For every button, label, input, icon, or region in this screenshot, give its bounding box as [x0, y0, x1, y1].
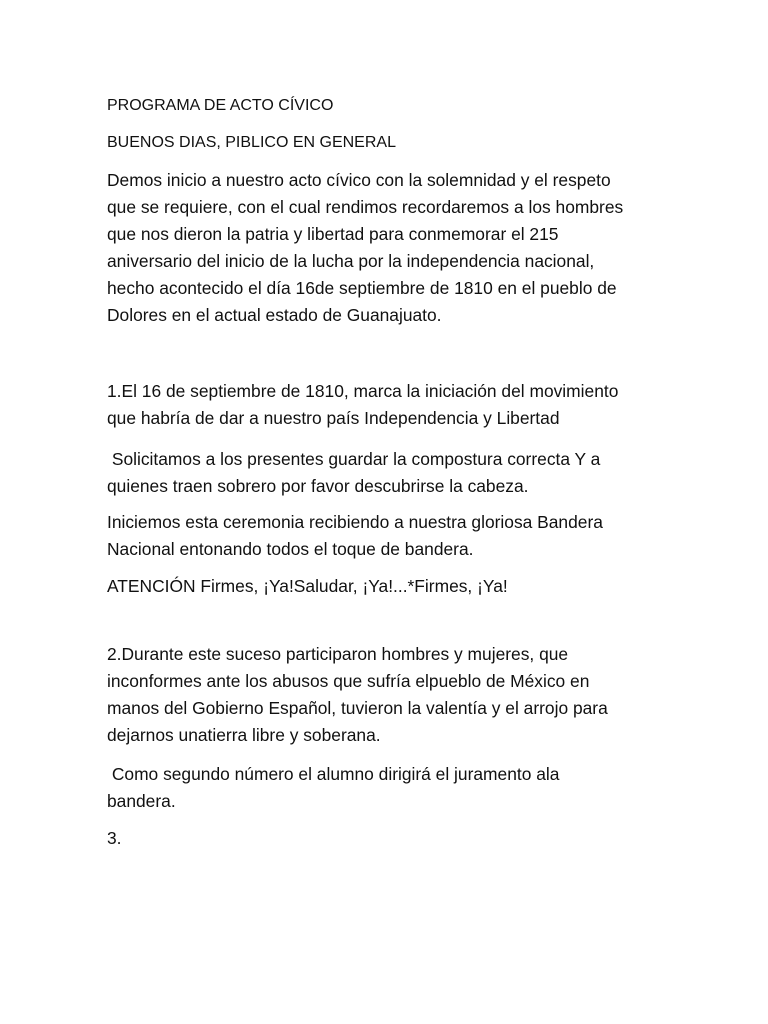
second-number-paragraph: Como segundo número el alumno dirigirá el juramento ala bandera. — [107, 764, 560, 811]
point-1-paragraph: 1.El 16 de septiembre de 1810, marca la iniciación del movimiento que habría de dar a nuestro país Independencia y Libertad — [107, 381, 619, 428]
point-2-paragraph: 2.Durante este suceso participaron hombres y mujeres, que inconformes ante los abusos que sufría elpueblo de México en manos del Gobierno Español, tuvieron la valentía y el arrojo para dejarnos unatierra libre y soberana. — [107, 644, 608, 745]
greeting: BUENOS DIAS, PIBLICO EN GENERAL — [107, 134, 396, 151]
request-paragraph: Solicitamos a los presentes guardar la compostura correcta Y a quienes traen sobrero por favor descubrirse la cabeza. — [107, 449, 601, 496]
intro-paragraph: Demos inicio a nuestro acto cívico con la solemnidad y el respeto que se requiere, con el cual rendimos recordaremos a los hombres que nos dieron la patria y libertad para conmemorar el 215 aniversario del inicio de la lucha por la independencia nacional, hecho acontecido el día 16de septiembre de 1810 en el pueblo de Dolores en el actual estado de Guanajuato. — [107, 170, 624, 325]
point-3-label: 3. — [107, 828, 122, 848]
commands-line: ATENCIÓN Firmes, ¡Ya!Saludar, ¡Ya!...*Firmes, ¡Ya! — [107, 576, 508, 596]
ceremony-paragraph: Iniciemos esta ceremonia recibiendo a nuestra gloriosa Bandera Nacional entonando todos el toque de bandera. — [107, 512, 603, 559]
document-title: PROGRAMA DE ACTO CÍVICO — [107, 97, 334, 114]
